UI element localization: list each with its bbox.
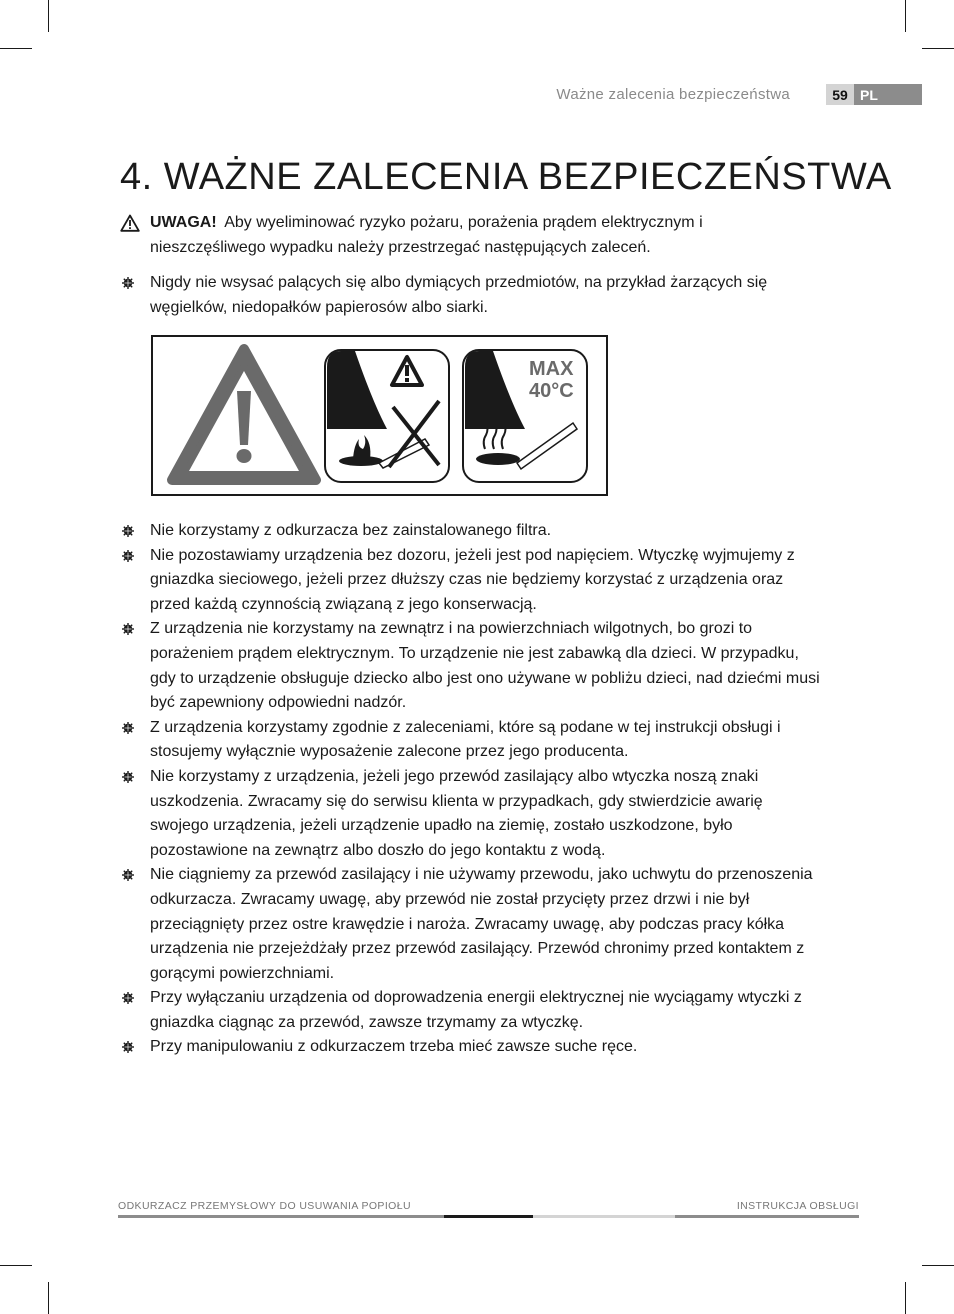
first-instruction-list	[120, 271, 825, 320]
safety-pictogram	[153, 337, 606, 494]
bullet-icon	[122, 722, 134, 734]
list-item	[120, 271, 825, 320]
list-item	[120, 544, 825, 618]
temperature-label: 40°C	[529, 380, 574, 402]
list-item-text: Nigdy nie wsysać palących się albo dymiących przedmiotów, na przykład żarzących się węgielków, niedopałków papierosów albo siarki.	[150, 274, 768, 316]
list-item-text: Nie korzystamy z odkurzacza bez zainstalowanego filtra.	[150, 522, 552, 539]
list-item	[120, 863, 825, 986]
bullet-icon	[122, 869, 134, 881]
crop-mark	[922, 1265, 954, 1266]
bullet-icon	[122, 623, 134, 635]
list-item	[120, 617, 825, 715]
list-item	[120, 519, 825, 544]
footer-rule	[675, 1215, 859, 1218]
list-item	[120, 986, 825, 1035]
list-item	[120, 1035, 825, 1060]
crop-mark	[905, 1282, 906, 1314]
bullet-icon	[122, 550, 134, 562]
warning-label: UWAGA!	[150, 214, 217, 231]
crop-mark	[922, 48, 954, 49]
warning-note	[120, 210, 820, 260]
list-item-text: Z urządzenia nie korzystamy na zewnątrz i na powierzchniach wilgotnych, bo grozi to porażeniem prądem elektrycznym. To urządzenie nie jest zabawką dla dzieci. W przypadku, gdy to urządzenie obsługuje dziecko albo jest ono używane w pobliżu dzieci, nad dziećmi musi być zapewniony odpowiedni nadzór.	[150, 620, 820, 712]
list-item-text: Nie pozostawiamy urządzenia bez dozoru, jeżeli jest pod napięciem. Wtyczkę wyjmujemy z gniazdka sieciowego, jeżeli przez dłuższy czas nie będziemy korzystać z urządzenia oraz przed każdą czynnością związaną z jego konserwacją.	[150, 546, 795, 613]
crop-mark	[48, 0, 49, 32]
footer-document-type: INSTRUKCJA OBSŁUGI	[736, 1200, 859, 1212]
bullet-icon	[122, 277, 134, 289]
no-burning-objects-icon	[325, 350, 449, 482]
language-code: PL	[854, 84, 922, 105]
page-title: 4. WAŻNE ZALECENIA BEZPIECZEŃSTWA	[120, 156, 892, 198]
warning-text: Aby wyeliminować ryzyko pożaru, porażenia prądem elektrycznym i nieszczęśliwego wypadku należy przestrzegać następujących zaleceń.	[150, 214, 703, 256]
footer-rule	[444, 1215, 533, 1218]
crop-mark	[905, 0, 906, 32]
running-header-title: Ważne zalecenia bezpieczeństwa	[556, 86, 790, 103]
page-indicator	[826, 84, 922, 105]
safety-pictogram-panel	[151, 335, 608, 496]
instruction-list	[120, 519, 825, 1060]
bullet-icon	[122, 525, 134, 537]
list-item-text: Przy manipulowaniu z odkurzaczem trzeba mieć zawsze suche ręce.	[150, 1038, 638, 1056]
footer-product-name: ODKURZACZ PRZEMYSŁOWY DO USUWANIA POPIOŁU	[118, 1200, 411, 1212]
max-label: MAX	[529, 358, 574, 380]
bullet-icon	[122, 992, 134, 1004]
warning-triangle-icon	[120, 214, 140, 232]
max-temperature-icon	[463, 350, 587, 482]
bullet-icon	[122, 771, 134, 783]
crop-mark	[0, 1265, 32, 1266]
crop-mark	[48, 1282, 49, 1314]
footer-rule	[118, 1215, 444, 1218]
list-item-text: Nie korzystamy z urządzenia, jeżeli jego przewód zasilający albo wtyczka noszą znaki uszkodzenia. Zwracamy się do serwisu klienta w przypadkach, gdy stwierdzicie awarię swojego urządzenia, jeżeli urządzenie upadło na ziemię, zostało uszkodzone, było pozostawione na zewnątrz albo doszło do jego kontaktu z wodą.	[150, 767, 763, 859]
list-item	[120, 765, 825, 863]
crop-mark	[0, 48, 32, 49]
bullet-icon	[122, 1041, 134, 1053]
list-item-text: Nie ciągniemy za przewód zasilający i nie używamy przewodu, jako uchwytu do przenoszenia odkurzacza. Zwracamy uwagę, aby przewód nie został przycięty przez drzwi i nie był przeciągnięty przez ostre krawędzie i naroża. Zwracamy uwagę, aby podczas pracy kółka urządzenia nie przejeżdżały przez przewód zasilający. Przewód chronimy przed kontaktem z gorącymi powierzchniami.	[150, 866, 813, 982]
list-item-text: Przy wyłączaniu urządzenia od doprowadzenia energii elektrycznej nie wyciągamy wtyczki z gniazdka ciągnąc za przewód, zawsze trzymamy za wtyczkę.	[150, 989, 802, 1031]
page-number: 59	[826, 84, 854, 105]
list-item-text: Z urządzenia korzystamy zgodnie z zaleceniami, które są podane w tej instrukcji obsługi i stosujemy wyłącznie wyposażenie zalecone przez jego producenta.	[150, 718, 781, 761]
footer-rule	[533, 1215, 675, 1218]
large-warning-triangle-icon	[172, 349, 316, 480]
list-item	[120, 716, 825, 765]
